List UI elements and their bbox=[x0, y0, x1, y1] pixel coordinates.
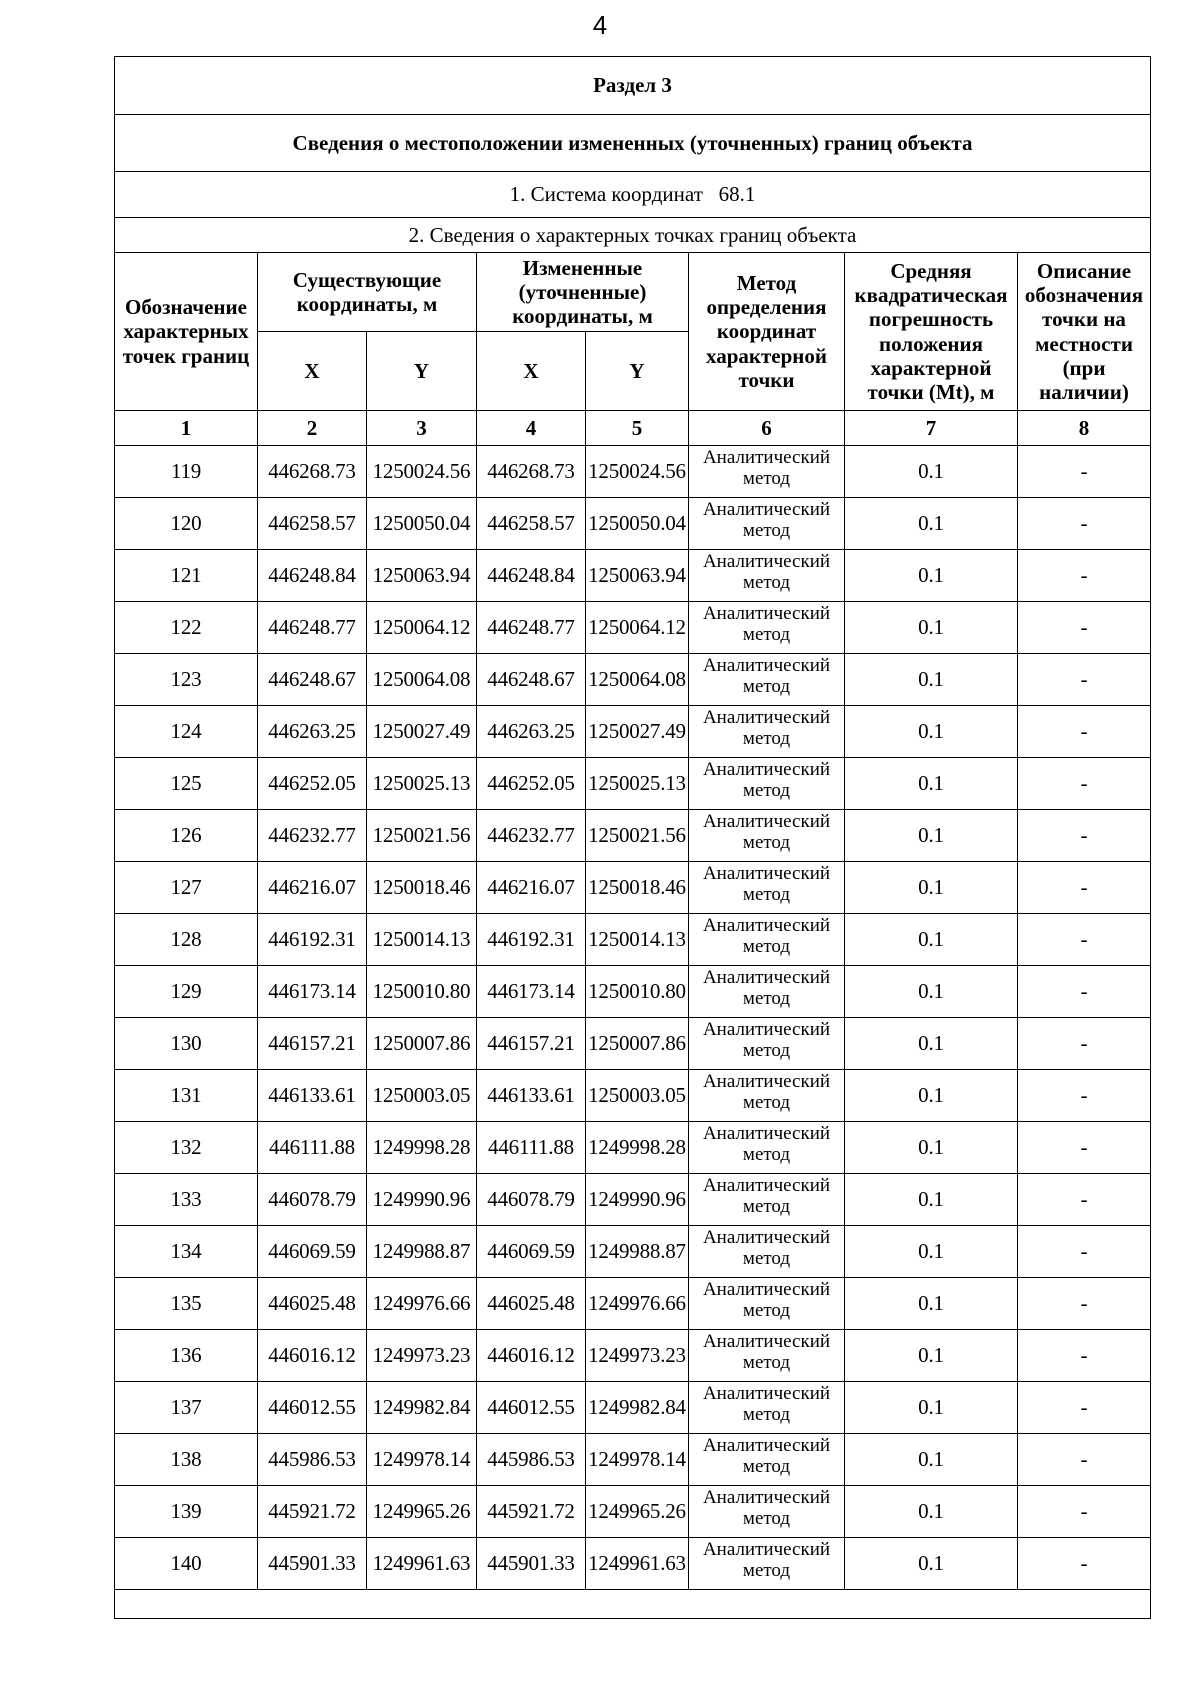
changed-x: 446069.59 bbox=[477, 1226, 586, 1278]
existing-y: 1249990.96 bbox=[367, 1174, 477, 1226]
existing-x: 446192.31 bbox=[258, 914, 367, 966]
table-row bbox=[115, 862, 1151, 914]
changed-y: 1250014.13 bbox=[586, 914, 689, 966]
existing-y: 1249965.26 bbox=[367, 1486, 477, 1538]
changed-x: 446216.07 bbox=[477, 862, 586, 914]
mt-value: 0.1 bbox=[845, 966, 1018, 1018]
method-cell: Аналитический метод bbox=[689, 1122, 845, 1174]
table-row bbox=[115, 810, 1151, 862]
existing-x: 446025.48 bbox=[258, 1278, 367, 1330]
existing-x: 446248.67 bbox=[258, 654, 367, 706]
coordinate-system bbox=[115, 172, 1151, 218]
description-cell: - bbox=[1018, 862, 1151, 914]
changed-x: 446263.25 bbox=[477, 706, 586, 758]
mt-value: 0.1 bbox=[845, 1278, 1018, 1330]
changed-x: 446252.05 bbox=[477, 758, 586, 810]
existing-y: 1250063.94 bbox=[367, 550, 477, 602]
empty-cell bbox=[115, 1590, 1151, 1619]
table-row bbox=[115, 446, 1151, 498]
point-id: 123 bbox=[115, 654, 258, 706]
table-row bbox=[115, 706, 1151, 758]
point-id: 119 bbox=[115, 446, 258, 498]
column-number: 5 bbox=[586, 411, 689, 446]
mt-value: 0.1 bbox=[845, 706, 1018, 758]
mt-value: 0.1 bbox=[845, 914, 1018, 966]
existing-y: 1249961.63 bbox=[367, 1538, 477, 1590]
method-cell: Аналитический метод bbox=[689, 966, 845, 1018]
table-row bbox=[115, 1486, 1151, 1538]
method-cell: Аналитический метод bbox=[689, 498, 845, 550]
existing-x: 446157.21 bbox=[258, 1018, 367, 1070]
header-changed-coords: Измененные (уточненные) координаты, м bbox=[477, 253, 689, 332]
existing-y: 1250064.12 bbox=[367, 602, 477, 654]
mt-value: 0.1 bbox=[845, 1434, 1018, 1486]
changed-x: 446012.55 bbox=[477, 1382, 586, 1434]
description-cell: - bbox=[1018, 1122, 1151, 1174]
method-cell: Аналитический метод bbox=[689, 914, 845, 966]
existing-x: 446216.07 bbox=[258, 862, 367, 914]
changed-x: 446248.77 bbox=[477, 602, 586, 654]
changed-y: 1250064.08 bbox=[586, 654, 689, 706]
column-number: 8 bbox=[1018, 411, 1151, 446]
method-cell: Аналитический метод bbox=[689, 1174, 845, 1226]
mt-value: 0.1 bbox=[845, 1330, 1018, 1382]
existing-y: 1250007.86 bbox=[367, 1018, 477, 1070]
table-row bbox=[115, 1278, 1151, 1330]
point-id: 133 bbox=[115, 1174, 258, 1226]
existing-y: 1250024.56 bbox=[367, 446, 477, 498]
existing-x: 446232.77 bbox=[258, 810, 367, 862]
existing-y: 1249988.87 bbox=[367, 1226, 477, 1278]
point-id: 135 bbox=[115, 1278, 258, 1330]
coord-system-value: 68.1 bbox=[718, 182, 756, 207]
method-cell: Аналитический метод bbox=[689, 1434, 845, 1486]
point-id: 128 bbox=[115, 914, 258, 966]
point-id: 139 bbox=[115, 1486, 258, 1538]
changed-x: 446157.21 bbox=[477, 1018, 586, 1070]
point-id: 125 bbox=[115, 758, 258, 810]
description-cell: - bbox=[1018, 1278, 1151, 1330]
existing-x: 446263.25 bbox=[258, 706, 367, 758]
existing-x: 446173.14 bbox=[258, 966, 367, 1018]
mt-value: 0.1 bbox=[845, 758, 1018, 810]
column-number: 3 bbox=[367, 411, 477, 446]
existing-x: 446016.12 bbox=[258, 1330, 367, 1382]
mt-value: 0.1 bbox=[845, 1018, 1018, 1070]
header-description: Описание обозначения точки на местности (при наличии) bbox=[1018, 253, 1151, 411]
changed-y: 1250021.56 bbox=[586, 810, 689, 862]
table-row bbox=[115, 1538, 1151, 1590]
method-cell: Аналитический метод bbox=[689, 1330, 845, 1382]
changed-x: 446232.77 bbox=[477, 810, 586, 862]
description-cell: - bbox=[1018, 810, 1151, 862]
header-y-changed: Y bbox=[586, 332, 689, 411]
description-cell: - bbox=[1018, 1174, 1151, 1226]
point-id: 130 bbox=[115, 1018, 258, 1070]
column-number: 6 bbox=[689, 411, 845, 446]
changed-x: 446025.48 bbox=[477, 1278, 586, 1330]
table-row bbox=[115, 550, 1151, 602]
changed-y: 1250027.49 bbox=[586, 706, 689, 758]
mt-value: 0.1 bbox=[845, 550, 1018, 602]
table-row bbox=[115, 1434, 1151, 1486]
existing-y: 1250010.80 bbox=[367, 966, 477, 1018]
table-row bbox=[115, 1174, 1151, 1226]
changed-x: 446016.12 bbox=[477, 1330, 586, 1382]
mt-value: 0.1 bbox=[845, 1226, 1018, 1278]
method-cell: Аналитический метод bbox=[689, 1486, 845, 1538]
existing-y: 1250027.49 bbox=[367, 706, 477, 758]
document-title: Сведения о местоположении измененных (уточненных) границ объекта bbox=[115, 115, 1151, 172]
point-id: 131 bbox=[115, 1070, 258, 1122]
changed-x: 446248.67 bbox=[477, 654, 586, 706]
changed-x: 446133.61 bbox=[477, 1070, 586, 1122]
header-y-existing: Y bbox=[367, 332, 477, 411]
mt-value: 0.1 bbox=[845, 810, 1018, 862]
existing-x: 445986.53 bbox=[258, 1434, 367, 1486]
description-cell: - bbox=[1018, 498, 1151, 550]
column-number: 4 bbox=[477, 411, 586, 446]
existing-y: 1250003.05 bbox=[367, 1070, 477, 1122]
mt-value: 0.1 bbox=[845, 1122, 1018, 1174]
mt-value: 0.1 bbox=[845, 654, 1018, 706]
existing-x: 445921.72 bbox=[258, 1486, 367, 1538]
description-cell: - bbox=[1018, 602, 1151, 654]
table-row bbox=[115, 1018, 1151, 1070]
table-row bbox=[115, 758, 1151, 810]
changed-y: 1249982.84 bbox=[586, 1382, 689, 1434]
header-x-existing: X bbox=[258, 332, 367, 411]
changed-x: 446258.57 bbox=[477, 498, 586, 550]
changed-x: 445986.53 bbox=[477, 1434, 586, 1486]
description-cell: - bbox=[1018, 654, 1151, 706]
changed-y: 1249990.96 bbox=[586, 1174, 689, 1226]
page-number: 4 bbox=[592, 10, 608, 40]
description-cell: - bbox=[1018, 550, 1151, 602]
changed-y: 1250064.12 bbox=[586, 602, 689, 654]
method-cell: Аналитический метод bbox=[689, 1278, 845, 1330]
existing-y: 1250050.04 bbox=[367, 498, 477, 550]
point-id: 126 bbox=[115, 810, 258, 862]
changed-y: 1250003.05 bbox=[586, 1070, 689, 1122]
method-cell: Аналитический метод bbox=[689, 446, 845, 498]
existing-x: 446111.88 bbox=[258, 1122, 367, 1174]
changed-y: 1249976.66 bbox=[586, 1278, 689, 1330]
changed-x: 446248.84 bbox=[477, 550, 586, 602]
table-row bbox=[115, 1122, 1151, 1174]
header-error: Средняя квадратическая погрешность положения характерной точки (Mt), м bbox=[845, 253, 1018, 411]
point-id: 132 bbox=[115, 1122, 258, 1174]
changed-x: 446078.79 bbox=[477, 1174, 586, 1226]
existing-y: 1250064.08 bbox=[367, 654, 477, 706]
table-row bbox=[115, 602, 1151, 654]
existing-x: 446078.79 bbox=[258, 1174, 367, 1226]
description-cell: - bbox=[1018, 966, 1151, 1018]
description-cell: - bbox=[1018, 1382, 1151, 1434]
method-cell: Аналитический метод bbox=[689, 1538, 845, 1590]
point-id: 127 bbox=[115, 862, 258, 914]
point-id: 122 bbox=[115, 602, 258, 654]
mt-value: 0.1 bbox=[845, 862, 1018, 914]
changed-y: 1250018.46 bbox=[586, 862, 689, 914]
mt-value: 0.1 bbox=[845, 1070, 1018, 1122]
column-number: 1 bbox=[115, 411, 258, 446]
existing-x: 446248.84 bbox=[258, 550, 367, 602]
changed-y: 1249978.14 bbox=[586, 1434, 689, 1486]
point-id: 121 bbox=[115, 550, 258, 602]
mt-value: 0.1 bbox=[845, 1486, 1018, 1538]
description-cell: - bbox=[1018, 1538, 1151, 1590]
existing-y: 1250018.46 bbox=[367, 862, 477, 914]
existing-x: 445901.33 bbox=[258, 1538, 367, 1590]
changed-y: 1249965.26 bbox=[586, 1486, 689, 1538]
table-row bbox=[115, 1330, 1151, 1382]
changed-y: 1249988.87 bbox=[586, 1226, 689, 1278]
mt-value: 0.1 bbox=[845, 602, 1018, 654]
description-cell: - bbox=[1018, 706, 1151, 758]
existing-x: 446252.05 bbox=[258, 758, 367, 810]
changed-x: 446111.88 bbox=[477, 1122, 586, 1174]
existing-y: 1249998.28 bbox=[367, 1122, 477, 1174]
column-number: 7 bbox=[845, 411, 1018, 446]
table-row bbox=[115, 914, 1151, 966]
point-id: 140 bbox=[115, 1538, 258, 1590]
existing-x: 446012.55 bbox=[258, 1382, 367, 1434]
point-id: 120 bbox=[115, 498, 258, 550]
changed-y: 1250024.56 bbox=[586, 446, 689, 498]
method-cell: Аналитический метод bbox=[689, 706, 845, 758]
point-id: 138 bbox=[115, 1434, 258, 1486]
description-cell: - bbox=[1018, 1018, 1151, 1070]
method-cell: Аналитический метод bbox=[689, 1070, 845, 1122]
table-row bbox=[115, 1382, 1151, 1434]
mt-value: 0.1 bbox=[845, 446, 1018, 498]
mt-value: 0.1 bbox=[845, 1382, 1018, 1434]
mt-value: 0.1 bbox=[845, 498, 1018, 550]
description-cell: - bbox=[1018, 1330, 1151, 1382]
changed-y: 1250010.80 bbox=[586, 966, 689, 1018]
existing-x: 446133.61 bbox=[258, 1070, 367, 1122]
changed-x: 445901.33 bbox=[477, 1538, 586, 1590]
section-heading: Раздел 3 bbox=[115, 57, 1151, 115]
changed-x: 446173.14 bbox=[477, 966, 586, 1018]
description-cell: - bbox=[1018, 1226, 1151, 1278]
point-id: 134 bbox=[115, 1226, 258, 1278]
description-cell: - bbox=[1018, 914, 1151, 966]
method-cell: Аналитический метод bbox=[689, 810, 845, 862]
changed-y: 1250050.04 bbox=[586, 498, 689, 550]
method-cell: Аналитический метод bbox=[689, 550, 845, 602]
point-id: 124 bbox=[115, 706, 258, 758]
changed-y: 1250063.94 bbox=[586, 550, 689, 602]
point-id: 129 bbox=[115, 966, 258, 1018]
description-cell: - bbox=[1018, 1486, 1151, 1538]
table-row bbox=[115, 1226, 1151, 1278]
boundary-points-table bbox=[114, 56, 1151, 1619]
existing-y: 1249982.84 bbox=[367, 1382, 477, 1434]
header-x-changed: X bbox=[477, 332, 586, 411]
changed-x: 446192.31 bbox=[477, 914, 586, 966]
method-cell: Аналитический метод bbox=[689, 1226, 845, 1278]
table-row bbox=[115, 498, 1151, 550]
description-cell: - bbox=[1018, 758, 1151, 810]
existing-y: 1249976.66 bbox=[367, 1278, 477, 1330]
existing-y: 1249973.23 bbox=[367, 1330, 477, 1382]
changed-x: 446268.73 bbox=[477, 446, 586, 498]
table-row bbox=[115, 966, 1151, 1018]
changed-y: 1249998.28 bbox=[586, 1122, 689, 1174]
mt-value: 0.1 bbox=[845, 1174, 1018, 1226]
header-method: Метод определения координат характерной точки bbox=[689, 253, 845, 411]
existing-x: 446069.59 bbox=[258, 1226, 367, 1278]
existing-x: 446258.57 bbox=[258, 498, 367, 550]
method-cell: Аналитический метод bbox=[689, 758, 845, 810]
changed-x: 445921.72 bbox=[477, 1486, 586, 1538]
table-row bbox=[115, 1070, 1151, 1122]
existing-y: 1250025.13 bbox=[367, 758, 477, 810]
method-cell: Аналитический метод bbox=[689, 862, 845, 914]
changed-y: 1249961.63 bbox=[586, 1538, 689, 1590]
existing-x: 446268.73 bbox=[258, 446, 367, 498]
header-point-designation: Обозначение характерных точек границ bbox=[115, 253, 258, 411]
method-cell: Аналитический метод bbox=[689, 1018, 845, 1070]
table-row bbox=[115, 654, 1151, 706]
points-heading: 2. Сведения о характерных точках границ объекта bbox=[115, 218, 1151, 253]
point-id: 137 bbox=[115, 1382, 258, 1434]
mt-value: 0.1 bbox=[845, 1538, 1018, 1590]
coord-system-label: 1. Система координат bbox=[509, 182, 703, 207]
existing-y: 1250021.56 bbox=[367, 810, 477, 862]
point-id: 136 bbox=[115, 1330, 258, 1382]
existing-x: 446248.77 bbox=[258, 602, 367, 654]
method-cell: Аналитический метод bbox=[689, 602, 845, 654]
changed-y: 1250007.86 bbox=[586, 1018, 689, 1070]
column-number: 2 bbox=[258, 411, 367, 446]
changed-y: 1250025.13 bbox=[586, 758, 689, 810]
existing-y: 1249978.14 bbox=[367, 1434, 477, 1486]
description-cell: - bbox=[1018, 446, 1151, 498]
header-existing-coords: Существующие координаты, м bbox=[258, 253, 477, 332]
changed-y: 1249973.23 bbox=[586, 1330, 689, 1382]
method-cell: Аналитический метод bbox=[689, 1382, 845, 1434]
description-cell: - bbox=[1018, 1070, 1151, 1122]
empty-footer-row bbox=[115, 1590, 1151, 1619]
description-cell: - bbox=[1018, 1434, 1151, 1486]
existing-y: 1250014.13 bbox=[367, 914, 477, 966]
method-cell: Аналитический метод bbox=[689, 654, 845, 706]
